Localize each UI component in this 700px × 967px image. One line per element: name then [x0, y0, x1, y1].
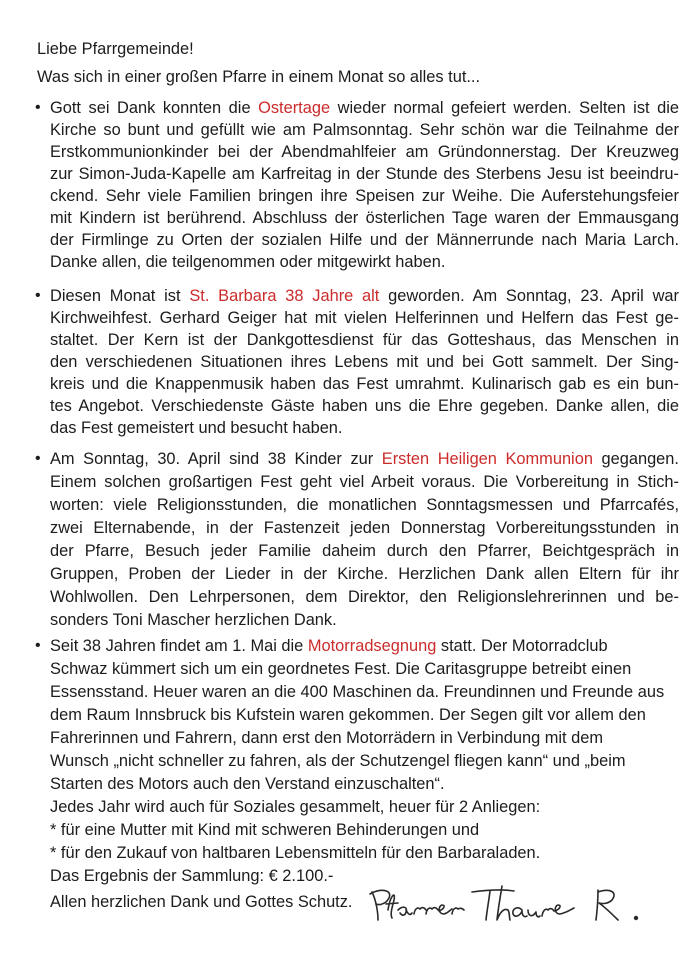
text-line: worten: viele Religionsstunden, die monatlichen Sonntagsmessen und Pfarrcafés,: [50, 496, 679, 514]
text-line: Jedes Jahr wird auch für Soziales gesammelt, heuer für 2 Anliegen:: [50, 798, 541, 816]
text-line: [50, 448, 679, 470]
text-line: Wohlwollen. Den Lehrpersonen, dem Direktor, den Religionslehrerinnen und be-: [50, 588, 679, 606]
text-line: Starten des Motors auch den Verstand einzuschalten“.: [50, 775, 445, 793]
text-segment: statt. Der Motorradclub: [436, 637, 608, 655]
bullet-point: •: [35, 637, 41, 654]
text-line: [50, 635, 608, 657]
text-line: kreis und die Knappenmusik haben das Fest umrahmt. Kulinarisch gab es ein bun-: [50, 375, 679, 393]
text-line: dem Raum Innsbruck bis Kufstein waren gekommen. Der Segen gilt vor allem den: [50, 706, 646, 724]
closing-line: Allen herzlichen Dank und Gottes Schutz.: [50, 893, 353, 911]
text-line: Wunsch „nicht schneller zu fahren, als der Schutzengel fliegen kann“ und „beim: [50, 752, 626, 770]
text-line: Kirche so bunt und gefüllt wie am Palmsonntag. Sehr schön war die Teilnahme der: [50, 121, 679, 139]
text-line: der Pfarre, Besuch jeder Familie daheim durch den Pfarrer, Beichtgespräch in: [50, 542, 679, 560]
text-segment: Gott sei Dank konnten die: [50, 99, 259, 117]
text-line: mit Kindern ist berührend. Abschluss der österlichen Tage waren der Emmausgang: [50, 209, 679, 227]
text-line: Fahrerinnen und Fahrern, dann erst den Motorrädern in Verbindung mit dem: [50, 729, 604, 747]
text-line: das Fest gemeistert und besucht haben.: [50, 419, 343, 437]
bullet-point: •: [35, 287, 41, 304]
handwritten-signature: [362, 880, 652, 930]
text-line: [50, 97, 679, 119]
text-line: Essensstand. Heuer waren an die 400 Maschinen da. Freundinnen und Freunde aus: [50, 683, 665, 701]
bullet-point: •: [35, 99, 41, 116]
highlight-ostertage: Ostertage: [258, 99, 331, 117]
text-line: Gruppen, Proben der Lieder in der Kirche. Herzlichen Dank allen Eltern für ihr: [50, 565, 679, 583]
text-segment: wieder normal gefeiert werden. Selten ist die: [330, 99, 679, 117]
text-segment: Am Sonntag, 30. April sind 38 Kinder zur: [50, 450, 382, 468]
text-line: der Firmlinge zu Orten der sozialen Hilfe und der Männerrunde nach Maria Larch.: [50, 231, 679, 249]
intro-line: Was sich in einer großen Pfarre in einem Monat so alles tut...: [37, 68, 481, 86]
text-line: ckend. Sehr viele Familien bringen ihre Speisen zur Weihe. Die Auferstehungsfeier: [50, 187, 679, 205]
text-line: Erstkommunionkinder bei der Abendmahlfeier am Gründonnerstag. Der Kreuzweg: [50, 143, 679, 161]
text-line: zwei Elternabende, in der Fastenzeit jeden Donnerstag Vorbereitungsstunden in: [50, 519, 679, 537]
text-line: Einem solchen großartigen Fest geht viel Arbeit voraus. Die Vorbereitung in Stich-: [50, 473, 679, 491]
bullet-point: •: [35, 450, 41, 467]
text-line: den verschiedenen Situationen ihres Lebens mit und bei Gott sammelt. Der Sing-: [50, 353, 679, 371]
text-line: staltet. Der Kern ist der Dankgottesdienst für das Gotteshaus, das Menschen in: [50, 331, 679, 349]
text-line: Das Ergebnis der Sammlung: € 2.100.-: [50, 867, 334, 885]
text-segment: gegangen.: [592, 450, 679, 468]
text-line: sonders Toni Mascher herzlichen Dank.: [50, 611, 337, 629]
text-line: zur Simon-Juda-Kapelle am Karfreitag in der Stunde des Sterbens Jesu ist beeindru-: [50, 165, 679, 183]
text-segment: Seit 38 Jahren findet am 1. Mai die: [50, 637, 308, 655]
text-line: Schwaz kümmert sich um ein geordnetes Fest. Die Caritasgruppe betreibt einen: [50, 660, 632, 678]
text-segment: geworden. Am Sonntag, 23. April war: [379, 287, 679, 305]
highlight-motorradsegnung: Motorradsegnung: [307, 637, 437, 655]
text-line: Danke allen, die teilgenommen oder mitgewirkt haben.: [50, 253, 446, 271]
highlight-st-barbara: St. Barbara 38 Jahre alt: [189, 287, 380, 305]
greeting: Liebe Pfarrgemeinde!: [37, 40, 194, 58]
text-line: tes Angebot. Verschiedenste Gäste haben uns die Ehre gegeben. Danke allen, die: [50, 397, 679, 415]
text-line: Kirchweihfest. Gerhard Geiger hat mit vielen Helferinnen und Helfern das Fest ge-: [50, 309, 679, 327]
text-line: [50, 285, 679, 307]
text-line: * für eine Mutter mit Kind mit schweren Behinderungen und: [50, 821, 480, 839]
highlight-communion: Ersten Heiligen Kommunion: [381, 450, 593, 468]
text-line: * für den Zukauf von haltbaren Lebensmitteln für den Barbaraladen.: [50, 844, 541, 862]
text-segment: Diesen Monat ist: [50, 287, 190, 305]
